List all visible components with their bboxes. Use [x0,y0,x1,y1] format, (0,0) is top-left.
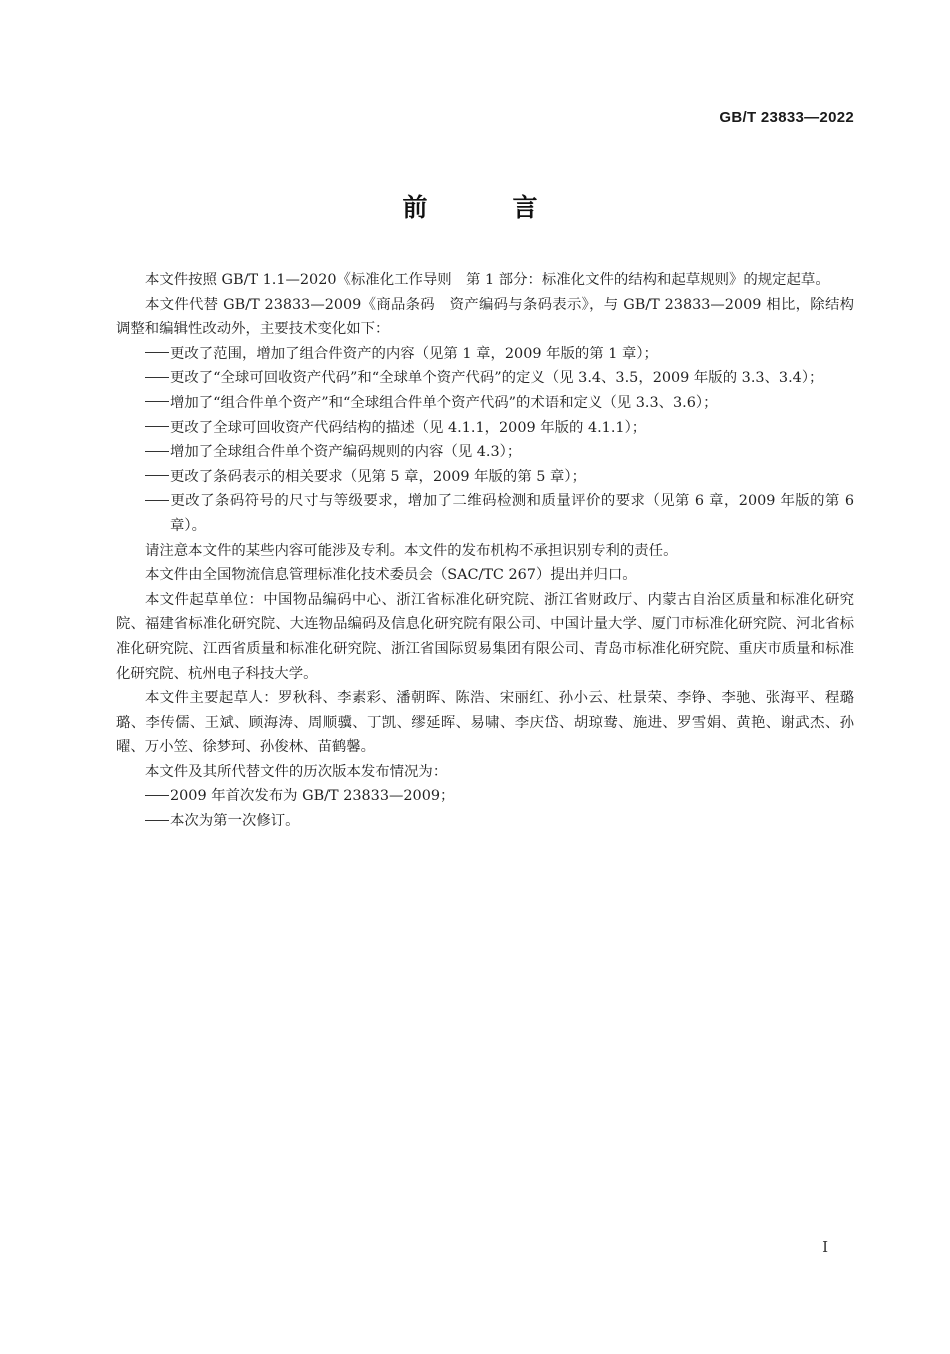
paragraph-drafters [116,686,854,760]
item-text: 更改了“全球可回收资产代码”和“全球单个资产代码”的定义（见 3.4、3.5，2009 年版的 3.3、3.4）； [170,370,824,387]
paragraph-patent-notice [116,539,854,564]
item-text: 更改了全球可回收资产代码结构的描述（见 4.1.1，2009 年版的 4.1.1）； [170,419,647,436]
paragraph-proposer [116,563,854,588]
paragraph-text: 请注意本文件的某些内容可能涉及专利。本文件的发布机构不承担识别专利的责任。 [145,542,678,559]
dash-marker [145,440,170,465]
paragraph-text: 本文件及其所代替文件的历次版本发布情况为： [145,763,448,780]
page-number: I [822,1238,828,1256]
change-item [116,440,854,465]
item-text: 本次为第一次修订。 [170,813,300,830]
item-text: 增加了全球组合件单个资产编码规则的内容（见 4.3）； [170,444,522,461]
paragraph-history-intro [116,760,854,785]
paragraph-text: 本文件主要起草人：罗秋科、李素彩、潘朝晖、陈浩、宋丽红、孙小云、杜景荣、李铮、李驰、张海平、程璐璐、李传儒、王斌、顾海涛、周顺骥、丁凯、缪延晖、易啸、李庆岱、胡琼鸯、施进、罗雪娟、黄艳、谢武杰、孙曜、万小笠、徐梦珂、孙俊林、苗鹤馨。 [116,690,854,756]
item-text: 更改了范围，增加了组合件资产的内容（见第 1 章，2009 年版的第 1 章）； [170,345,658,362]
page-title: 前 言 [402,193,568,222]
item-text: 增加了“组合件单个资产”和“全球组合件单个资产代码”的术语和定义（见 3.3、3.6）； [170,394,718,411]
paragraph-text: 本文件由全国物流信息管理标准化技术委员会（SAC/TC 267）提出并归口。 [145,567,637,584]
paragraph-text: 本文件按照 GB/T 1.1—2020《标准化工作导则 第 1 部分：标准化文件的结构和起草规则》的规定起草。 [145,272,830,288]
change-item [116,416,854,441]
dash-marker [145,784,170,809]
paragraph-drafting-units [116,588,854,686]
dash-marker [145,809,170,834]
change-item [116,489,854,538]
paragraph-text: 本文件起草单位：中国物品编码中心、浙江省标准化研究院、浙江省财政厅、内蒙古自治区质量和标准化研究院、福建省标准化研究院、大连物品编码及信息化研究院有限公司、中国计量大学、厦门市标准化研究院、河北省标准化研究院、江西省质量和标准化研究院、浙江省国际贸易集团有限公司、青岛市标准化研究院、重庆市质量和标准化研究院、杭州电子科技大学。 [116,591,854,682]
paragraph-replacement [116,293,854,342]
item-text: 更改了条码符号的尺寸与等级要求，增加了二维码检测和质量评价的要求（见第 6 章，2009 年版的第 6 章）。 [170,493,854,534]
item-text: 更改了条码表示的相关要求（见第 5 章，2009 年版的第 5 章）； [170,468,586,485]
standard-code: GB/T 23833—2022 [719,109,854,126]
foreword-body [116,268,854,834]
dash-marker [145,465,170,490]
change-item [116,342,854,367]
dash-marker [145,366,170,391]
dash-marker [145,391,170,416]
item-text: 2009 年首次发布为 GB/T 23833—2009； [170,788,455,805]
dash-marker [145,342,170,367]
history-item [116,784,854,809]
paragraph-text: 本文件代替 GB/T 23833—2009《商品条码 资产编码与条码表示》，与 GB/T 23833—2009 相比，除结构调整和编辑性改动外，主要技术变化如下： [116,296,854,338]
paragraph-drafting-rules [116,268,854,293]
dash-marker [145,489,170,514]
history-item [116,809,854,834]
change-item [116,391,854,416]
change-item [116,366,854,391]
dash-marker [145,416,170,441]
change-item [116,465,854,490]
